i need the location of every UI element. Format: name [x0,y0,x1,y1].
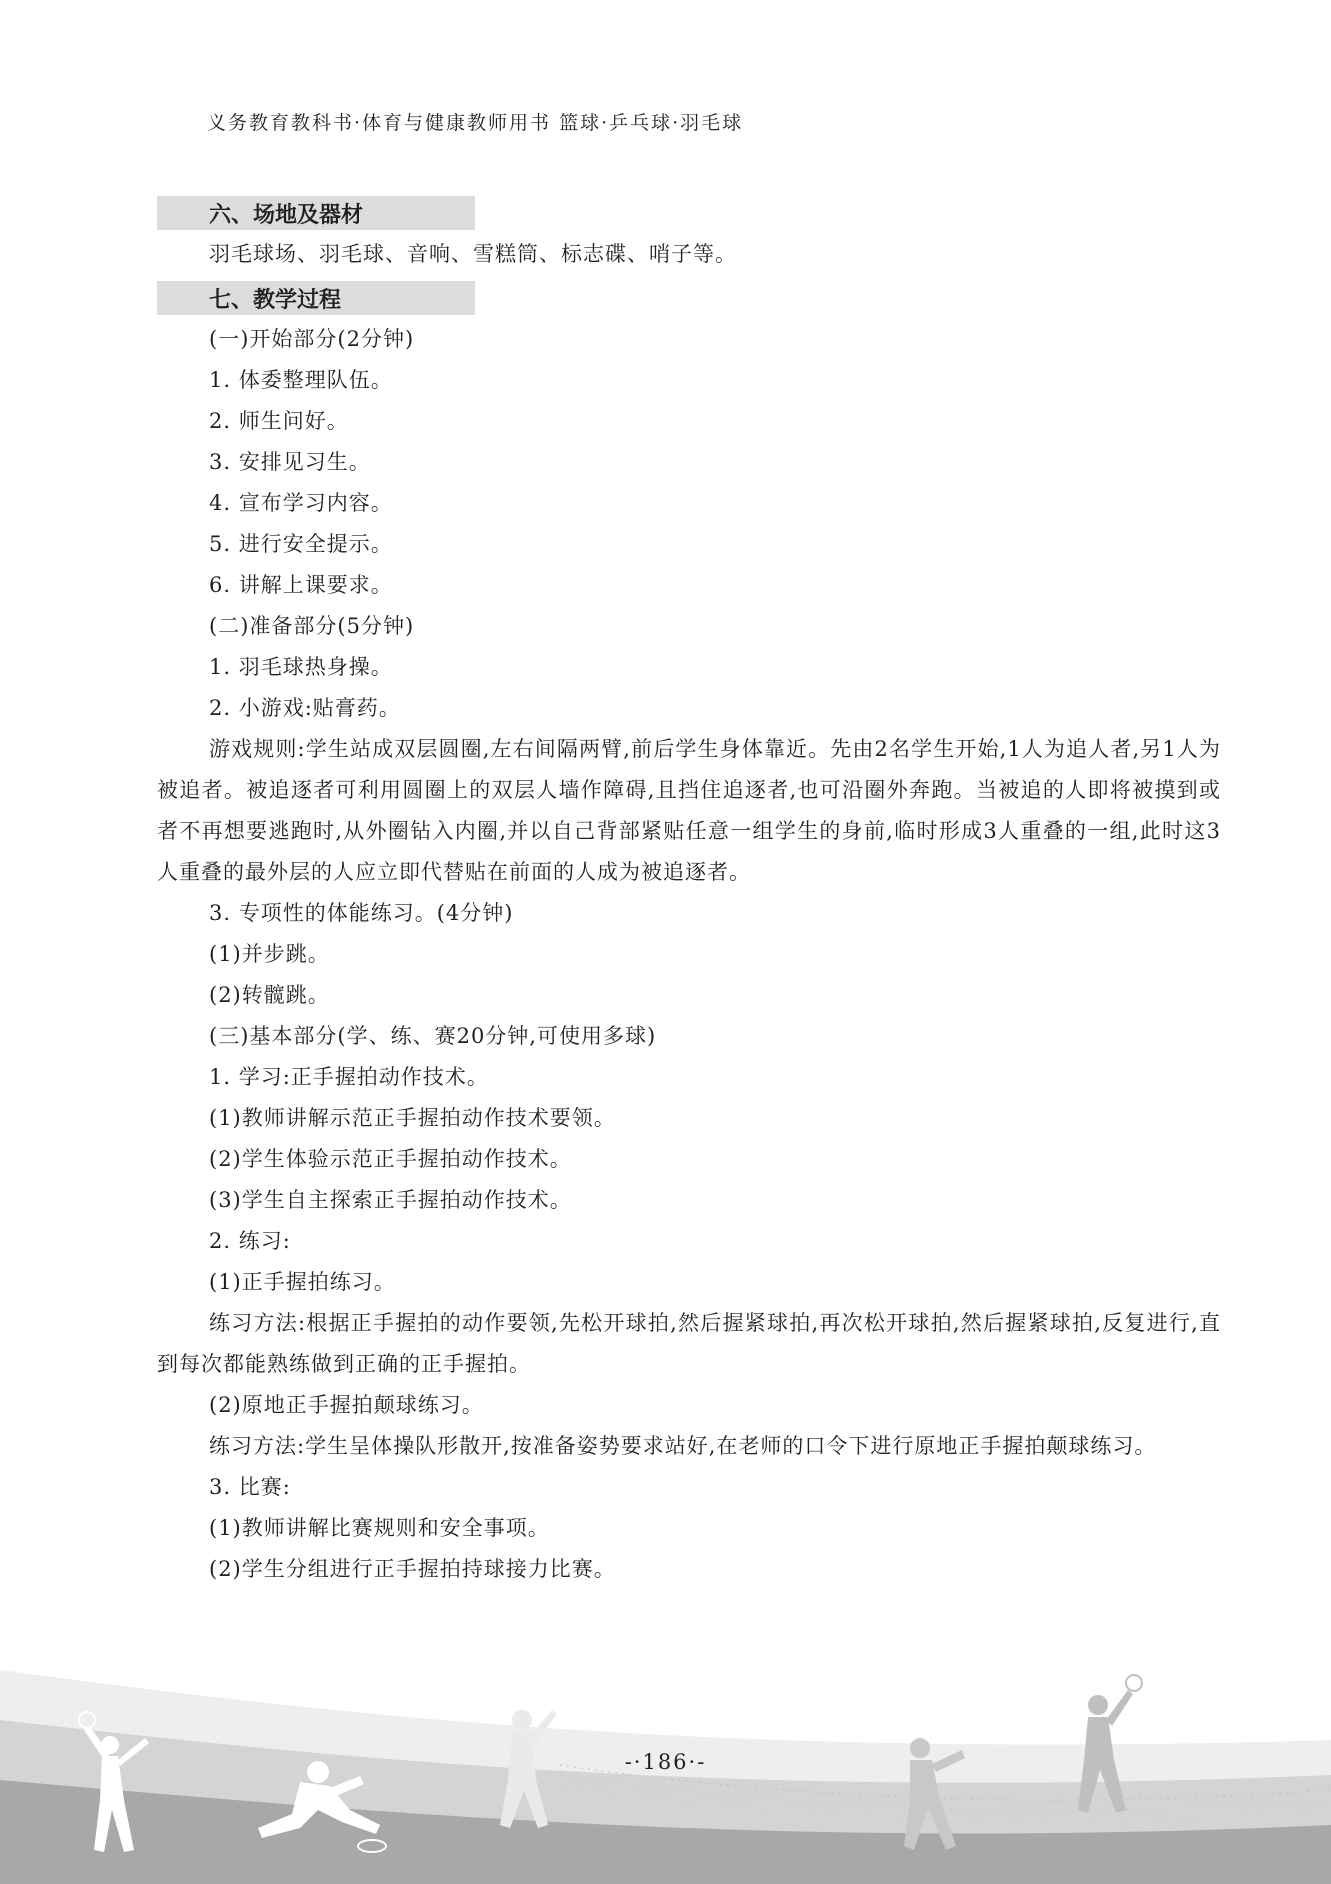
section-heading-text: 七、教学过程 [209,287,342,313]
part-title: (一)开始部分(2分钟) [209,327,415,351]
sub-item: (1)教师讲解比赛规则和安全事项。 [209,1516,550,1540]
sub-item: (1)教师讲解示范正手握拍动作技术要领。 [209,1106,616,1130]
sub-item: (2)学生分组进行正手握拍持球接力比赛。 [209,1557,616,1581]
section-heading-venue [157,196,475,230]
list-item: 6. 讲解上课要求。 [209,573,393,597]
game-rules-paragraph: 游戏规则:学生站成双层圆圈,左右间隔两臂,前后学生身体靠近。先由2名学生开始,1人为追人者,另1人为被追者。被追逐者可利用圆圈上的双层人墙作障碍,且挡住追逐者,也可沿圈外奔跑。当被追的人即将被摸到或者不再想要逃跑时,从外圈钻入内圈,并以自己背部紧贴任意一组学生的身前,临时形成3人重叠的一组,此时这3人重叠的最外层的人应立即代替贴在前面的人成为被追逐者。 [157,737,1221,884]
practice-method-paragraph: 练习方法:学生呈体操队形散开,按准备姿势要求站好,在老师的口令下进行原地正手握拍颠球练习。 [209,1434,1157,1458]
equipment-list: 羽毛球场、羽毛球、音响、雪糕筒、标志碟、哨子等。 [209,242,737,266]
part-title: (二)准备部分(5分钟) [209,614,415,638]
list-item: 3. 专项性的体能练习。(4分钟) [209,901,514,925]
section-heading-text: 六、场地及器材 [209,202,364,228]
list-item: 2. 小游戏:贴膏药。 [209,696,401,720]
list-item: 1. 体委整理队伍。 [209,368,393,392]
list-item: 5. 进行安全提示。 [209,532,393,556]
practice-method-paragraph: 练习方法:根据正手握拍的动作要领,先松开球拍,然后握紧球拍,再次松开球拍,然后握紧球拍,反复进行,直到每次都能熟练做到正确的正手握拍。 [157,1311,1221,1376]
sub-item: (3)学生自主探索正手握拍动作技术。 [209,1188,572,1212]
part-title: (三)基本部分(学、练、赛20分钟,可使用多球) [209,1024,657,1048]
list-item: 3. 安排见习生。 [209,450,371,474]
list-item: 2. 练习: [209,1229,291,1253]
list-item: 1. 羽毛球热身操。 [209,655,393,679]
list-item: 3. 比赛: [209,1475,291,1499]
sub-item: (2)学生体验示范正手握拍动作技术。 [209,1147,572,1171]
section-heading-process [157,281,475,315]
page-number: -·186·- [624,1750,707,1774]
list-item: 2. 师生问好。 [209,409,349,433]
page-content [157,196,1221,1590]
sub-item: (1)正手握拍练习。 [209,1270,396,1294]
list-item: 1. 学习:正手握拍动作技术。 [209,1065,489,1089]
list-item: 4. 宣布学习内容。 [209,491,393,515]
sub-item: (2)转髋跳。 [209,983,330,1007]
sub-item: (1)并步跳。 [209,942,330,966]
running-header: 义务教育教科书·体育与健康教师用书 篮球·乒乓球·羽毛球 [207,112,744,134]
sub-item: (2)原地正手握拍颠球练习。 [209,1393,484,1417]
